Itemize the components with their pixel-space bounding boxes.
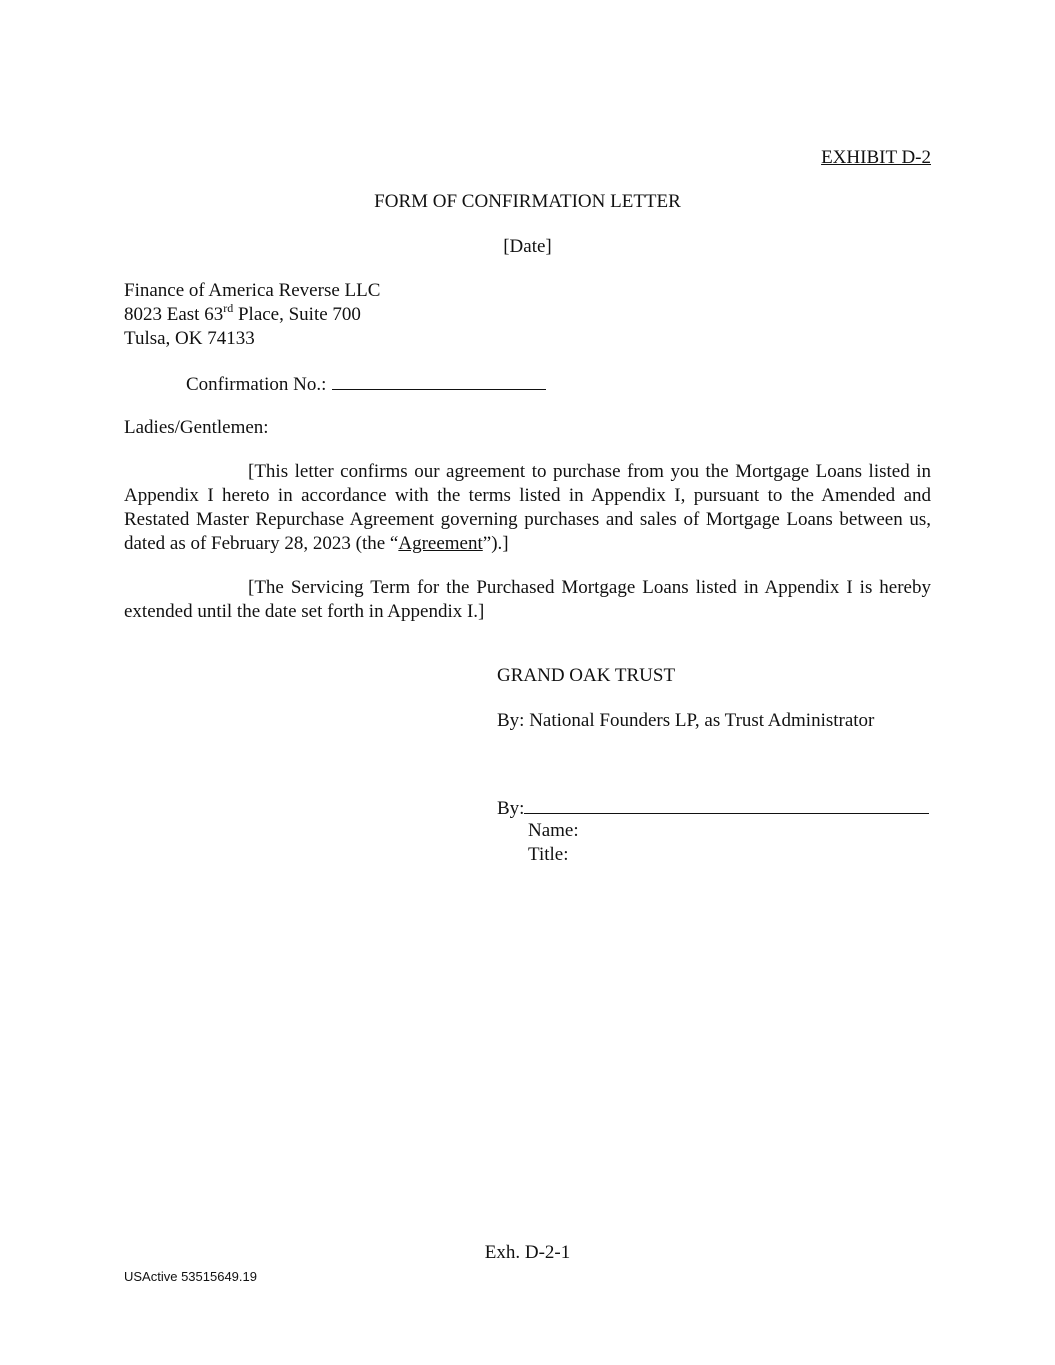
paragraph1-text-after: ”).] — [482, 533, 509, 554]
street-superscript: rd — [223, 300, 234, 315]
paragraph-confirmation — [124, 460, 931, 556]
signature-line[interactable] — [524, 795, 929, 814]
date-placeholder: [Date] — [503, 236, 552, 257]
signature-by-label: By: — [497, 798, 525, 819]
addressee-city: Tulsa, OK 74133 — [124, 328, 255, 349]
page-number: Exh. D-2-1 — [484, 1242, 571, 1263]
addressee-block — [124, 279, 380, 351]
signer-name-label: Name: — [528, 820, 579, 841]
confirmation-number-label: Confirmation No.: — [186, 374, 327, 395]
street-prefix: 8023 East 63 — [124, 304, 224, 325]
document-title: FORM OF CONFIRMATION LETTER — [374, 191, 681, 212]
street-suffix: Place, Suite 700 — [233, 304, 361, 325]
trust-administrator-line: By: National Founders LP, as Trust Administrator — [497, 710, 875, 731]
signatory-entity: GRAND OAK TRUST — [497, 665, 676, 686]
addressee-name: Finance of America Reverse LLC — [124, 280, 381, 301]
paragraph-servicing-term: [The Servicing Term for the Purchased Mortgage Loans listed in Appendix I is hereby extended until the date set forth in Appendix I.] — [124, 577, 931, 622]
salutation: Ladies/Gentlemen: — [124, 417, 269, 438]
confirmation-number-blank[interactable] — [332, 371, 546, 390]
paragraph1-text-before: [This letter confirms our agreement to purchase from you the Mortgage Loans listed in Appendix I hereto in accordance with the terms listed in Appendix I, pursuant to the Amended and Restated Master Repurchase Agreement governing purchases and sales of Mortgage Loans between us, dated as of February 28, 2023 (the “ — [124, 461, 931, 554]
addressee-street — [124, 300, 380, 327]
agreement-defined-term: Agreement — [398, 533, 483, 554]
document-id: USActive 53515649.19 — [124, 1269, 257, 1284]
signer-title-label: Title: — [528, 844, 569, 865]
exhibit-label: EXHIBIT D-2 — [821, 147, 931, 168]
confirmation-number-row — [186, 371, 546, 397]
signature-row — [497, 795, 929, 821]
